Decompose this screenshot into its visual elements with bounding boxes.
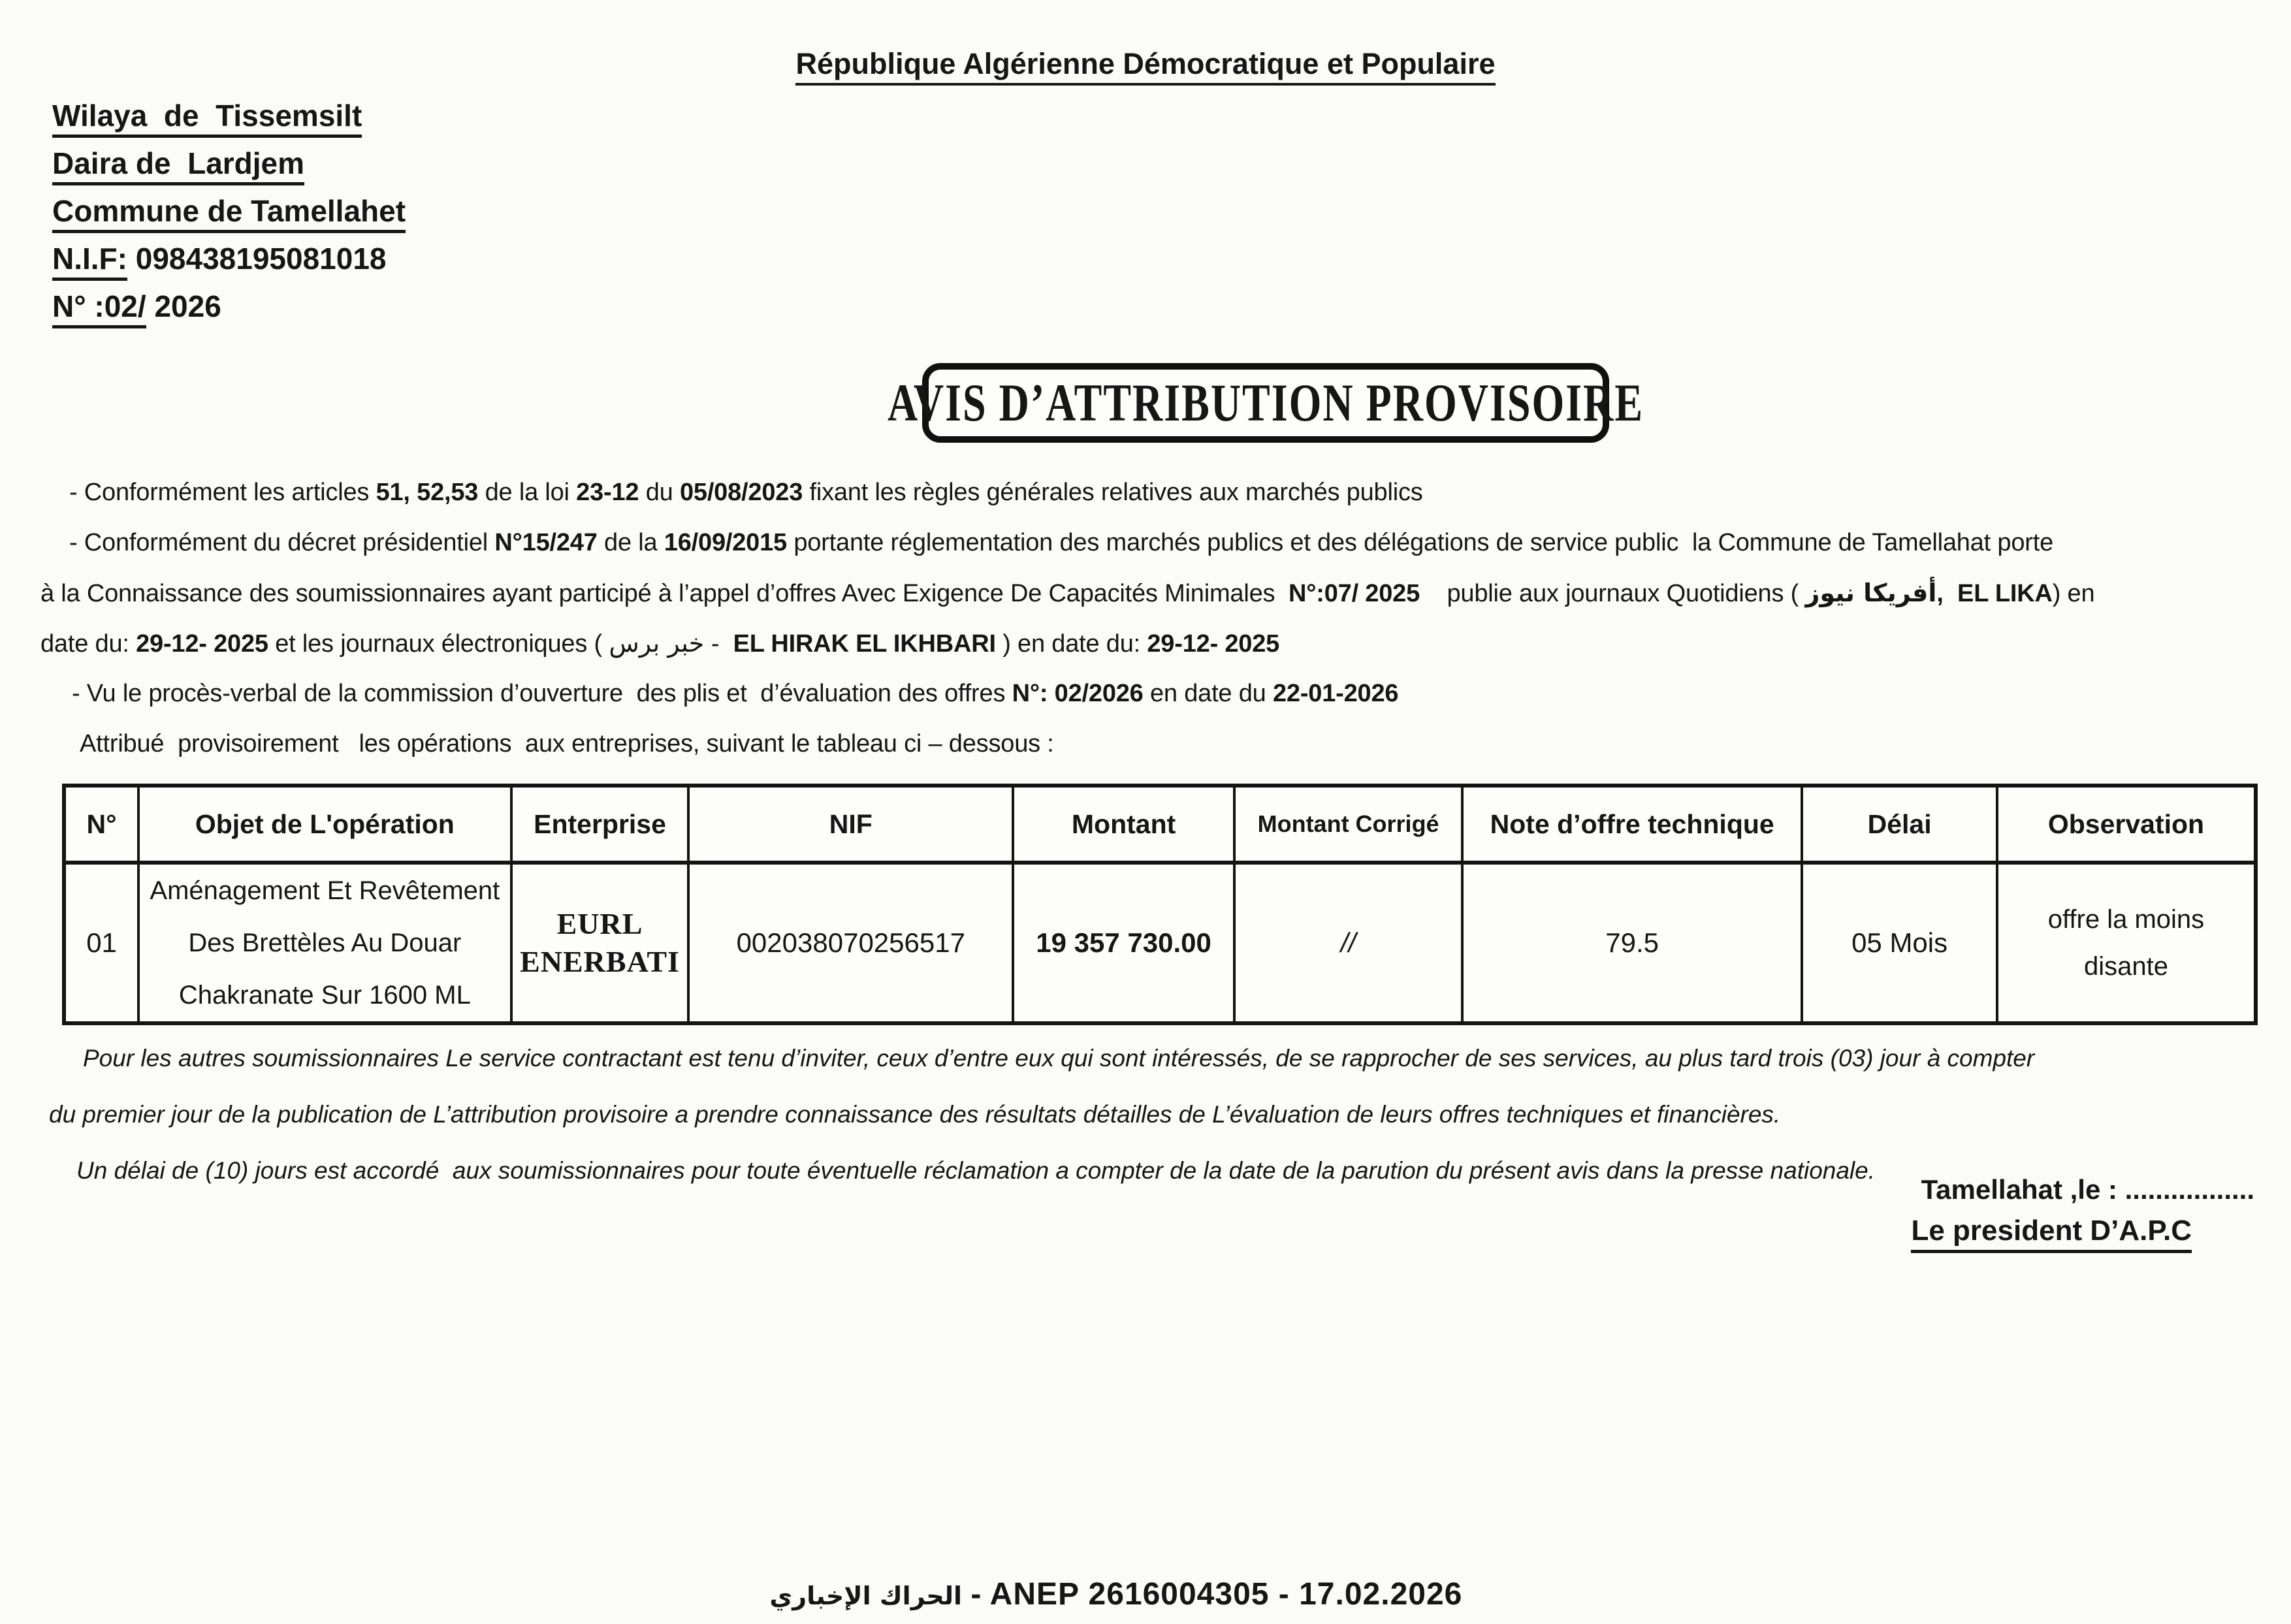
text-segment: Commune de Tamellahet <box>52 194 406 233</box>
text-segment: N°15/247 <box>494 529 598 556</box>
letterhead-line-nif <box>52 241 406 276</box>
text-segment: en date du <box>1143 680 1273 707</box>
text-segment: de la loi <box>478 479 577 506</box>
closing-line-3: Un délai de (10) jours est accordé aux soumissionnaires pour toute éventuelle réclamation a compter de la date de la parution du présent avis dans la presse nationale. <box>76 1157 1876 1184</box>
letterhead-line-daira <box>52 146 406 181</box>
cell-montant: 19 357 730.00 <box>1013 863 1234 1023</box>
text-segment: Attribué provisoirement les opérations aux entreprises, suivant le tableau ci – dessous : <box>80 730 1054 757</box>
text-segment: 098438195081018 <box>127 242 387 276</box>
cell-enterprise <box>511 863 689 1023</box>
text-segment: - Vu le procès-verbal de la commission d’ouverture des plis et d’évaluation des offres <box>72 680 1012 707</box>
table-header-montant: Montant <box>1013 786 1234 863</box>
text-segment: 2026 <box>146 289 221 323</box>
table-header-objet: Objet de L'opération <box>138 786 511 863</box>
text-segment: N.I.F: <box>52 242 127 281</box>
closing-line-2: du premier jour de la publication de L’attribution provisoire a prendre connaissance des résultats détailles de L’évaluation de leurs offres techniques et financières. <box>49 1101 1781 1128</box>
table-header-note-technique: Note d’offre technique <box>1462 786 1802 863</box>
text-segment: ) en date du: <box>995 630 1147 658</box>
table-header-num: N° <box>64 786 138 863</box>
table-row <box>64 863 2256 1023</box>
table-header-enterprise: Enterprise <box>511 786 689 863</box>
table-header-nif: NIF <box>688 786 1013 863</box>
letterhead-line-wilaya <box>52 98 406 133</box>
preamble-line-attribue <box>40 719 2256 769</box>
text-segment: et les journaux électroniques ( <box>268 630 609 658</box>
text-segment: - Conformément du décret présidentiel <box>69 529 495 556</box>
text-segment: EL LIKA <box>1957 580 2053 607</box>
letterhead-line-commune <box>52 193 406 229</box>
preamble-line-decret <box>40 518 2256 568</box>
text-segment: 05/08/2023 <box>679 479 803 506</box>
cell-nif: 002038070256517 <box>688 863 1013 1023</box>
text-segment: fixant les règles générales relatives aux marchés publics <box>803 479 1423 506</box>
text-segment: 22-01-2026 <box>1272 680 1399 707</box>
closing-line-1: Pour les autres soumissionnaires Le service contractant est tenu d’inviter, ceux d’entre eux qui sont intéressés, de se rapprocher de ses services, au plus tard trois (03) jour à compter <box>83 1045 2035 1072</box>
cell-montant-corrige: // <box>1234 863 1462 1023</box>
text-segment: Daira de Lardjem <box>52 146 304 185</box>
text-segment: date du: <box>40 630 136 658</box>
text-segment: - <box>704 630 733 658</box>
signature-president: Le president D’A.P.C <box>1911 1215 2192 1253</box>
text-segment: أفريكا نيوز <box>1805 579 1937 607</box>
notice-title: AVIS D’ATTRIBUTION PROVISOIRE <box>887 372 1644 432</box>
letterhead <box>52 98 406 336</box>
table-header-montant-corrige: Montant Corrigé <box>1234 786 1462 863</box>
observation-line: disante <box>2083 952 2168 981</box>
text-segment: de la <box>597 529 664 556</box>
enterprise-line: EURL <box>556 907 643 940</box>
text-segment: du <box>639 479 680 506</box>
cell-num: 01 <box>64 863 138 1023</box>
text-segment: N° :02/ <box>52 289 146 328</box>
text-segment: à la Connaissance des soumissionnaires ayant participé à l’appel d’offres Avec Exigence De Capacités Minimales <box>40 580 1289 607</box>
cell-observation <box>1997 863 2256 1023</box>
cell-note-technique: 79.5 <box>1462 863 1802 1023</box>
preamble-line-connaissance <box>40 568 2256 618</box>
text-segment: 51, 52,53 <box>376 479 479 506</box>
text-segment: N°: 02/2026 <box>1012 680 1144 707</box>
text-segment: Wilaya de Tissemsilt <box>52 99 362 138</box>
cell-objet <box>138 863 511 1023</box>
anep-footer-arabic: الحراك الإخباري <box>769 1582 963 1610</box>
republic-header <box>0 47 2291 81</box>
anep-footer-notice: - ANEP 2616004305 - 17.02.2026 <box>962 1577 1463 1612</box>
preamble <box>40 468 2256 769</box>
table-header-row <box>64 786 2256 863</box>
preamble-line-proces-verbal <box>40 669 2256 719</box>
text-segment: - Conformément les articles <box>69 479 376 506</box>
table-header-observation: Observation <box>1997 786 2256 863</box>
preamble-line-articles <box>40 468 2256 518</box>
observation-line: offre la moins <box>2047 905 2205 934</box>
text-segment: publie aux journaux Quotidiens ( <box>1420 580 1806 607</box>
text-segment: N°:07/ 2025 <box>1289 580 1420 607</box>
objet-line: Des Brettèles Au Douar <box>188 929 462 957</box>
preamble-line-dates <box>40 618 2256 669</box>
cell-delai: 05 Mois <box>1802 863 1997 1023</box>
objet-line: Chakranate Sur 1600 ML <box>178 981 471 1010</box>
republic-header-text: République Algérienne Démocratique et Populaire <box>795 47 1495 86</box>
letterhead-line-numero <box>52 289 406 324</box>
table-header-delai: Délai <box>1802 786 1997 863</box>
anep-footer <box>0 1565 2256 1624</box>
text-segment: خبر برس <box>609 629 705 658</box>
text-segment: 23-12 <box>576 479 639 506</box>
text-segment: , <box>1936 580 1958 607</box>
signature-place-date: Tamellahat ,le : ................. <box>1921 1174 2254 1205</box>
awards-table <box>62 784 2258 1025</box>
text-segment: 29-12- 2025 <box>1147 630 1280 658</box>
enterprise-line: ENERBATI <box>520 945 680 978</box>
text-segment: portante réglementation des marchés publics et des délégations de service public la Commune de Tamellahat porte <box>786 529 2054 556</box>
signature-block <box>1911 1174 2254 1253</box>
text-segment: 16/09/2015 <box>664 529 787 556</box>
text-segment: EL HIRAK EL IKHBARI <box>733 630 996 658</box>
notice-title-box <box>887 363 1644 443</box>
text-segment: 29-12- 2025 <box>136 630 268 658</box>
objet-line: Aménagement Et Revêtement <box>150 876 500 905</box>
text-segment: ) en <box>2052 580 2095 607</box>
